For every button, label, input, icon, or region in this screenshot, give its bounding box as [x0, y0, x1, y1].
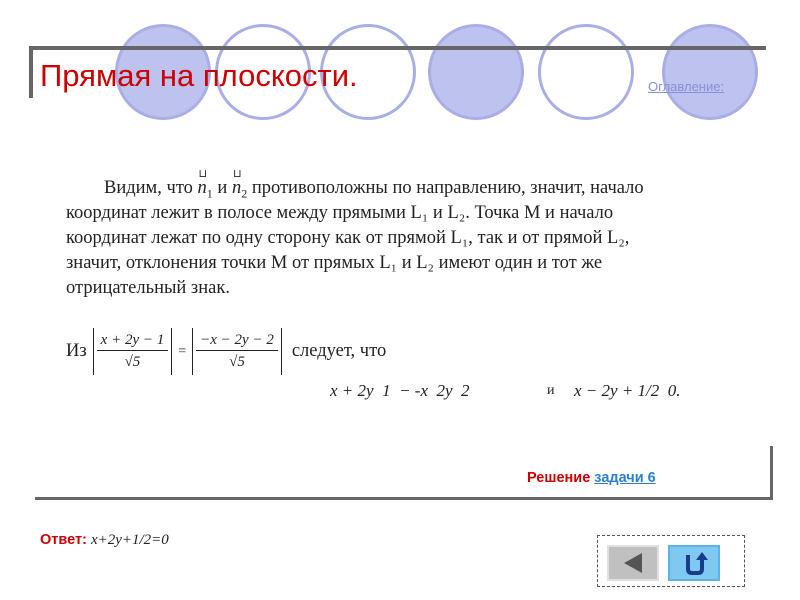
- frame-right-line: [770, 446, 773, 500]
- triangle-left-icon: [609, 547, 657, 579]
- vector-arrow-icon: ⊔: [232, 168, 242, 180]
- frame-bottom-line: [35, 497, 773, 500]
- solution-line: [527, 470, 656, 486]
- solution-link[interactable]: задачи 6: [594, 470, 656, 486]
- equation-and: и: [547, 383, 555, 398]
- decor-circle-6: [662, 24, 758, 120]
- vector-n2: ⊔ $n_2$: [231, 168, 248, 201]
- equation-left: x + 2y 1 − -x 2y 2: [330, 381, 470, 400]
- text-follows: следует, что: [291, 341, 387, 361]
- frame-left-line: [29, 46, 33, 98]
- return-arrow-icon: [670, 547, 718, 579]
- equals-sign: =: [178, 343, 187, 359]
- abs-fraction-1: [93, 328, 173, 375]
- abs-fraction-2: [192, 328, 282, 375]
- answer-line: [40, 532, 169, 549]
- decor-circle-4: [428, 24, 524, 120]
- back-button[interactable]: [607, 545, 659, 581]
- fraction-2: $\frac{-x - 2y - 2}{√5}$: [196, 330, 278, 373]
- paragraph-line-4: значит, отклонения точки M от прямых L₁ и L₂ имеют один и тот же: [66, 253, 603, 273]
- solution-label: Решение: [527, 470, 591, 486]
- text-from: Из: [66, 341, 87, 361]
- paragraph-line-3: координат лежат по одну сторону как от прямой L₁, так и от прямой L₂,: [66, 228, 630, 248]
- answer-label: Ответ:: [40, 532, 87, 548]
- paragraph-line-1: [104, 168, 644, 202]
- return-button[interactable]: [668, 545, 720, 581]
- text-and: и: [217, 178, 228, 198]
- text-opposite: противоположны по направлению, значит, начало: [251, 178, 644, 198]
- vector-arrow-icon: ⊔: [198, 168, 208, 180]
- paragraph-line-2: координат лежит в полосе между прямыми L₁ и L₂. Точка M и начало: [66, 203, 614, 223]
- text-seeing: Видим, что: [104, 178, 193, 198]
- fraction-1: $\frac{x + 2y - 1}{√5}$: [97, 330, 169, 373]
- answer-value: x+2y+1/2=0: [90, 532, 169, 548]
- equation-right: x − 2y + 1/2 0.: [574, 381, 681, 400]
- frame-top-line: [29, 46, 766, 50]
- decor-circle-5: [538, 24, 634, 120]
- toc-link[interactable]: Оглавление:: [648, 79, 725, 94]
- vector-n1: ⊔ $n_1$: [197, 168, 213, 201]
- paragraph-line-5: отрицательный знак.: [66, 278, 230, 298]
- equation-row: [66, 328, 386, 375]
- page-title: Прямая на плоскости.: [40, 58, 358, 93]
